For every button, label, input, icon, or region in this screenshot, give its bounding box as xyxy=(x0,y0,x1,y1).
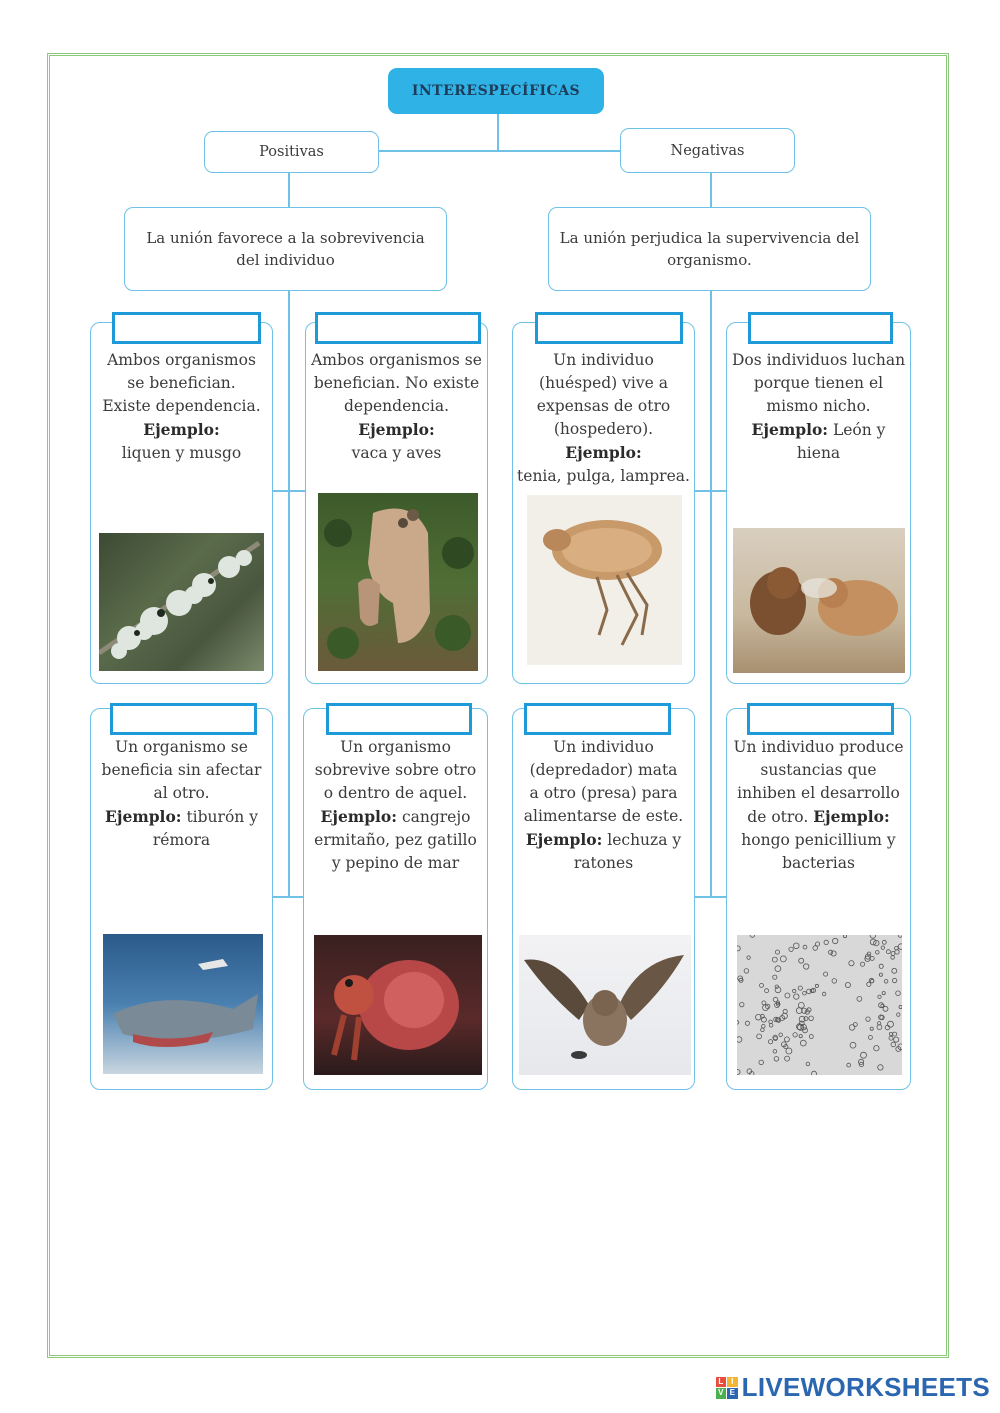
microscope-cell xyxy=(849,961,854,966)
connector xyxy=(378,150,621,152)
microscope-cell xyxy=(879,973,882,976)
microscope-cell xyxy=(891,1042,896,1047)
shark-remora-photo xyxy=(103,934,263,1074)
lion-hyena-photo xyxy=(733,528,905,673)
microscope-cell xyxy=(850,1042,856,1048)
card-text-line: Un organismo xyxy=(340,738,451,756)
microscope-cell xyxy=(874,1046,879,1051)
microscope-cell xyxy=(740,1002,744,1006)
microscope-cell xyxy=(876,951,880,955)
example-label: Ejemplo: xyxy=(565,443,642,462)
example-text-cont: hongo penicillium y xyxy=(741,831,896,849)
microscope-cell xyxy=(779,1033,783,1037)
example-label: Ejemplo: xyxy=(525,830,603,849)
microscope-cell xyxy=(769,1040,773,1044)
microscope-cell xyxy=(785,1056,790,1061)
card-text-line: Existe dependencia. xyxy=(102,397,261,415)
microscope-cell xyxy=(889,1036,893,1040)
card-text-line: o dentro de aquel. xyxy=(323,784,468,802)
microscope-cell xyxy=(877,1025,882,1030)
microscope-cell xyxy=(892,968,897,973)
microscope-cell xyxy=(800,1040,806,1046)
connector xyxy=(497,114,499,152)
example-text: lechuza y xyxy=(607,831,682,849)
microscope-cell xyxy=(737,1021,739,1024)
card-text-line: Ambos organismos se xyxy=(311,351,482,369)
example-text: liquen y musgo xyxy=(121,444,242,462)
microscope-cell xyxy=(895,950,899,954)
microscope-cell xyxy=(815,984,818,987)
logo-letter: I xyxy=(727,1377,738,1388)
answer-blank-1[interactable] xyxy=(112,312,261,344)
microscope-cell xyxy=(793,1033,797,1037)
microscope-cell xyxy=(882,940,886,944)
card-text-line: expensas de otro xyxy=(536,397,671,415)
example-text: tiburón y xyxy=(186,808,258,826)
microscope-cell xyxy=(784,1037,789,1042)
microscope-cell xyxy=(780,956,786,962)
answer-blank-4[interactable] xyxy=(748,312,893,344)
relation-card xyxy=(305,322,488,684)
lichen-photo xyxy=(99,533,264,671)
microscope-cell xyxy=(773,1050,777,1054)
cow-and-birds-photo xyxy=(318,493,478,671)
microscope-cell xyxy=(849,1025,855,1031)
microscope-cell xyxy=(853,1023,857,1027)
penicillium-photo xyxy=(737,935,902,1075)
microscope-cell xyxy=(769,1024,773,1028)
connector xyxy=(710,290,712,898)
microscope-cell xyxy=(884,980,888,984)
microscope-cell xyxy=(879,964,883,968)
card-text-line: Ambos organismos xyxy=(107,351,256,369)
microscope-cell xyxy=(868,1035,872,1039)
answer-blank-3[interactable] xyxy=(535,312,683,344)
microscope-cell xyxy=(897,1013,900,1016)
microscope-cell xyxy=(737,946,740,951)
card-text-line: se benefician. xyxy=(127,374,236,392)
example-text: tenia, pulga, lamprea. xyxy=(517,467,690,485)
microscope-cell xyxy=(804,1017,808,1021)
microscope-cell xyxy=(870,939,876,945)
card-text-line: porque tienen el xyxy=(753,374,884,392)
microscope-cell xyxy=(898,944,902,950)
microscope-cell xyxy=(747,956,750,959)
example-text-cont: ermitaño, pez gatillo xyxy=(314,831,477,849)
logo-letter: V xyxy=(716,1388,727,1399)
microscope-cell xyxy=(803,991,807,995)
microscope-cell xyxy=(888,1021,894,1027)
card-text-line: a otro (presa) para xyxy=(529,784,678,802)
card-text-line: Un individuo xyxy=(553,738,654,756)
negative-node xyxy=(620,128,795,173)
microscope-cell xyxy=(804,964,809,969)
microscope-cell xyxy=(889,1032,892,1035)
microscope-cell xyxy=(870,956,874,960)
microscope-cell xyxy=(833,938,838,943)
negative-label: Negativas xyxy=(670,142,745,159)
microscope-cell xyxy=(824,940,828,944)
microscope-cell xyxy=(762,1024,766,1028)
microscope-cell xyxy=(885,1025,890,1030)
microscope-cell xyxy=(832,979,837,984)
card-text-line: Un organismo se xyxy=(115,738,248,756)
microscope-cell xyxy=(775,966,781,972)
microscope-cell xyxy=(799,1035,802,1038)
relation-card xyxy=(512,708,695,1090)
microscope-cell xyxy=(843,935,846,938)
positive-description xyxy=(124,207,447,291)
microscope-cell xyxy=(745,1021,749,1025)
microscope-cell xyxy=(813,946,818,951)
card-text-line: de otro. xyxy=(747,808,809,826)
microscope-cell xyxy=(786,1048,792,1054)
relation-card xyxy=(90,708,273,1090)
microscope-cell xyxy=(809,1035,813,1039)
microscope-cell xyxy=(744,969,749,974)
connector xyxy=(694,490,728,492)
microscope-cell xyxy=(750,935,755,937)
answer-blank-5[interactable] xyxy=(110,703,257,735)
answer-blank-8[interactable] xyxy=(747,703,894,735)
microscope-cell xyxy=(774,1057,779,1062)
microscope-cell xyxy=(878,995,881,998)
negative-description-text: La unión perjudica la supervivencia del organismo. xyxy=(559,229,860,269)
microscope-cell xyxy=(769,1020,773,1024)
card-text-line: alimentarse de este. xyxy=(523,807,684,825)
flea-photo xyxy=(527,495,682,665)
microscope-cell xyxy=(737,1037,742,1043)
card-text-line: mismo nicho. xyxy=(766,397,871,415)
example-label: Ejemplo: xyxy=(751,420,829,439)
microscope-cell xyxy=(860,962,864,966)
positive-node xyxy=(204,131,379,173)
connector xyxy=(270,490,306,492)
microscope-cell xyxy=(861,1052,867,1058)
card-text-line: dependencia. xyxy=(343,397,450,415)
relation-card xyxy=(512,322,695,684)
microscope-cell xyxy=(773,975,777,979)
diagram-title: INTERESPECÍFICAS xyxy=(388,68,604,114)
example-label: Ejemplo: xyxy=(105,807,182,826)
positive-description-text: La unión favorece a la sobrevivencia del individuo xyxy=(146,229,425,269)
microscope-cell xyxy=(793,989,796,992)
example-text-cont: y pepino de mar xyxy=(331,854,460,872)
card-text-line: benefician. No existe xyxy=(313,374,480,392)
card-text-line: inhiben el desarrollo xyxy=(737,784,900,802)
microscope-cell xyxy=(892,978,896,982)
example-text: cangrejo xyxy=(401,808,471,826)
connector xyxy=(710,172,712,208)
microscope-cell xyxy=(803,945,807,949)
microscope-cell xyxy=(886,950,890,954)
microscope-cell xyxy=(762,1001,766,1005)
microscope-cell xyxy=(883,1006,888,1011)
example-text-cont: rémora xyxy=(152,831,211,849)
microscope-cell xyxy=(899,1005,902,1008)
microscope-cell xyxy=(866,1017,870,1021)
relation-card xyxy=(90,322,273,684)
hermit-crab-photo xyxy=(314,935,482,1075)
example-label: Ejemplo: xyxy=(143,420,220,439)
answer-blank-6[interactable] xyxy=(326,703,472,735)
microscope-cell xyxy=(845,982,850,987)
microscope-cell xyxy=(898,935,902,937)
microscope-cell xyxy=(894,1037,899,1042)
example-text: vaca y aves xyxy=(351,444,442,462)
microscope-cell xyxy=(881,946,884,949)
relation-card xyxy=(726,322,911,684)
relation-card xyxy=(303,708,488,1090)
microscope-cell xyxy=(765,989,769,993)
microscope-cell xyxy=(896,991,901,996)
card-text-line: Un individuo xyxy=(553,351,654,369)
logo-letter: L xyxy=(716,1377,727,1388)
card-text-line: Dos individuos luchan xyxy=(731,351,906,369)
microscope-cell xyxy=(757,1034,762,1039)
microscope-cell xyxy=(761,1028,765,1032)
microscope-cell xyxy=(794,994,799,999)
negative-description xyxy=(548,207,871,291)
microscope-cell xyxy=(893,1032,897,1036)
microscope-cell xyxy=(824,972,828,976)
microscope-cell xyxy=(891,956,895,960)
example-label: Ejemplo: xyxy=(813,807,890,826)
microscope-cell xyxy=(878,1065,883,1070)
relation-card xyxy=(726,708,911,1090)
microscope-cell xyxy=(812,1071,817,1075)
answer-blank-7[interactable] xyxy=(524,703,671,735)
microscope-cell xyxy=(822,992,826,996)
card-text-line: sustancias que xyxy=(760,761,877,779)
connector xyxy=(270,896,306,898)
microscope-cell xyxy=(882,992,885,995)
example-text-cont: bacterias xyxy=(782,854,855,872)
card-text-line: sobrevive sobre otro xyxy=(314,761,477,779)
connector xyxy=(288,290,290,898)
microscope-cell xyxy=(891,952,895,956)
microscope-cell xyxy=(761,1017,766,1022)
microscope-cell xyxy=(806,1062,810,1066)
example-text: León y xyxy=(832,421,886,439)
card-text-line: (huésped) vive a xyxy=(539,374,668,392)
card-text-line: (hospedero). xyxy=(553,420,654,438)
card-text-line: Un individuo produce xyxy=(733,738,904,756)
microscope-cell xyxy=(737,1070,740,1075)
card-text-line: al otro. xyxy=(153,784,210,802)
example-label: Ejemplo: xyxy=(358,420,435,439)
microscope-cell xyxy=(829,950,833,954)
microscope-cell xyxy=(789,947,793,951)
microscope-cell xyxy=(756,1014,762,1020)
example-label: Ejemplo: xyxy=(320,807,397,826)
brand-name: LIVEWORKSHEETS xyxy=(741,1372,990,1402)
card-text-line: (depredador) mata xyxy=(529,761,678,779)
positive-label: Positivas xyxy=(259,144,324,160)
microscope-cell xyxy=(760,983,764,987)
answer-blank-2[interactable] xyxy=(315,312,481,344)
logo-letter: E xyxy=(727,1388,738,1399)
microscope-cell xyxy=(870,935,876,938)
microscope-cell xyxy=(809,1016,814,1021)
microscope-cell xyxy=(772,957,777,962)
microscope-cell xyxy=(759,1060,764,1065)
microscope-cell xyxy=(847,1063,851,1067)
microscope-cell xyxy=(870,1027,873,1030)
microscope-cell xyxy=(798,986,802,990)
owl-photo xyxy=(519,935,691,1075)
card-text-line: beneficia sin afectar xyxy=(101,761,262,779)
microscope-cell xyxy=(831,951,836,956)
microscope-cell xyxy=(775,950,779,954)
example-text-cont: ratones xyxy=(573,854,634,872)
microscope-cell xyxy=(794,943,800,949)
liveworksheets-icon xyxy=(716,1377,738,1399)
connector xyxy=(694,896,728,898)
microscope-cell xyxy=(785,993,790,998)
liveworksheets-logo xyxy=(716,1372,990,1403)
microscope-cell xyxy=(799,958,804,963)
connector xyxy=(288,172,290,208)
example-text-cont: hiena xyxy=(796,444,841,462)
microscope-cell xyxy=(857,997,862,1002)
